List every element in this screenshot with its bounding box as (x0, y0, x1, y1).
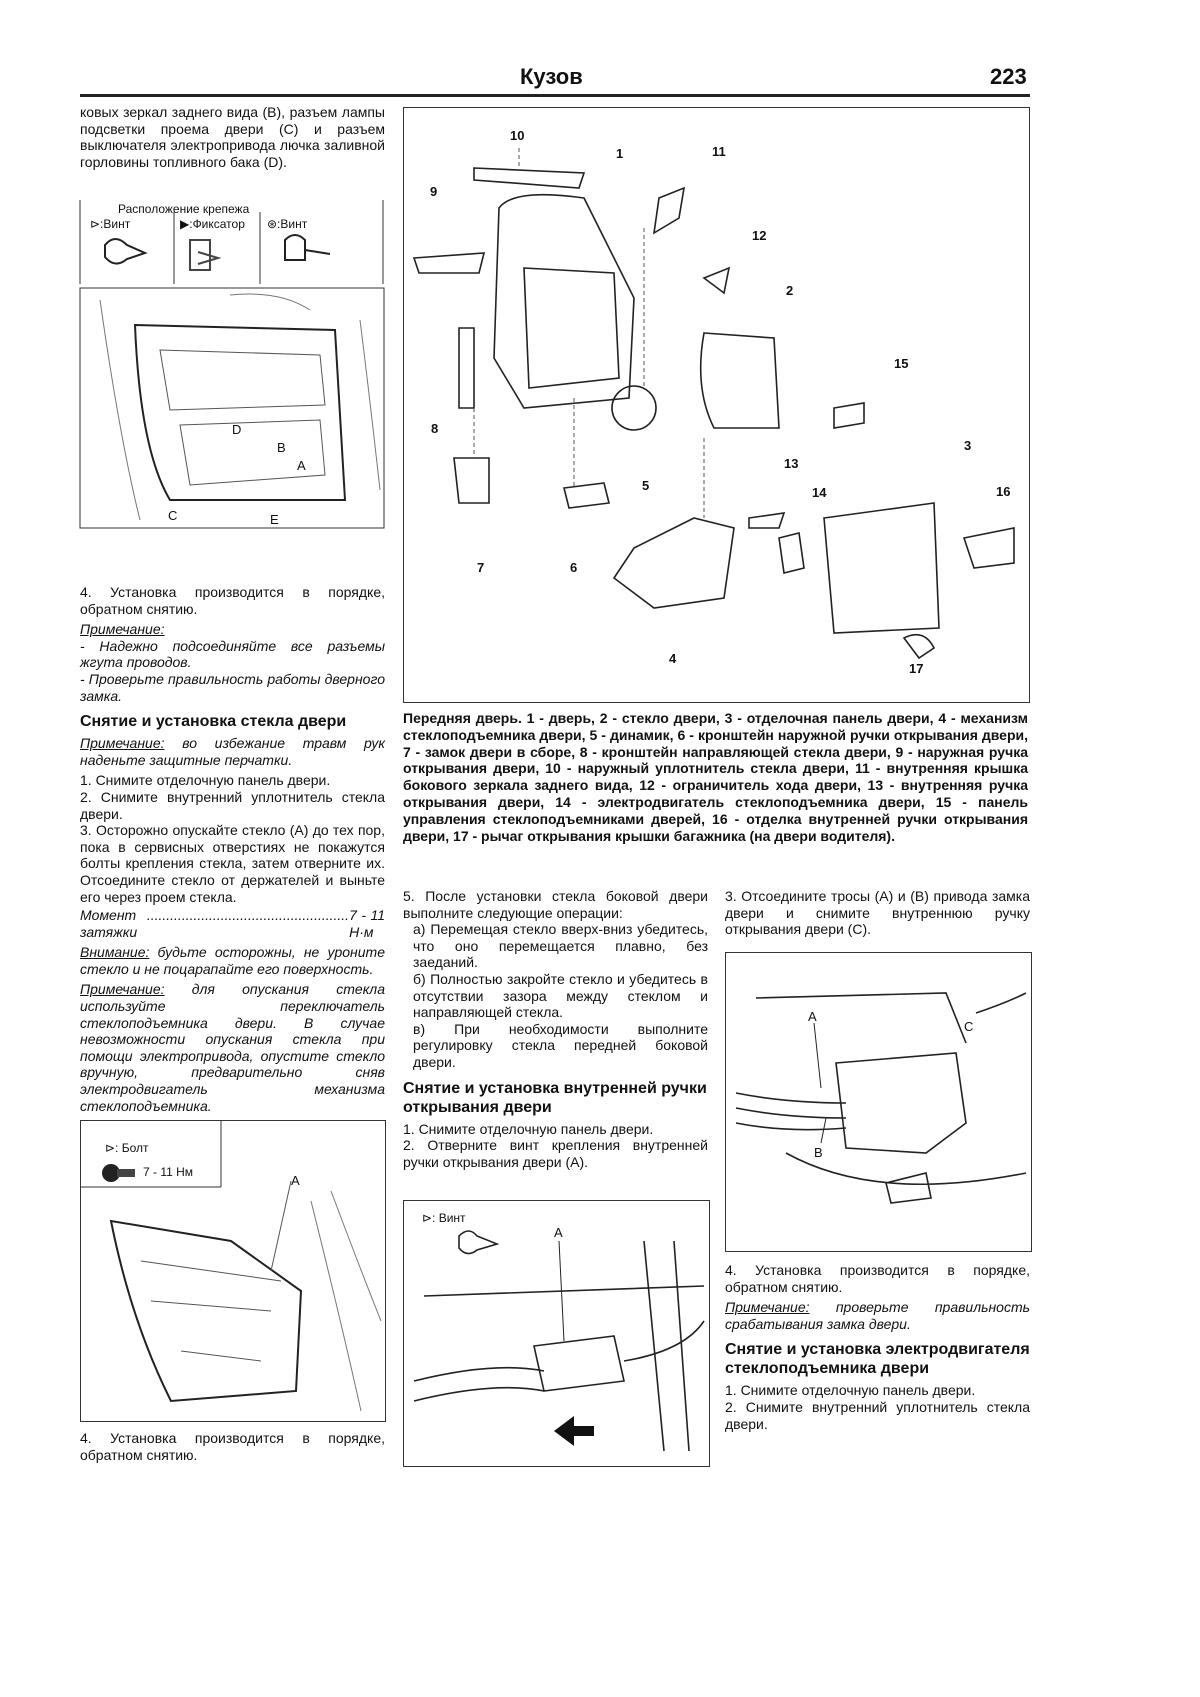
callout-1: 1 (616, 146, 624, 161)
section-heading-inner-handle: Снятие и установка внутренней ручки открывания двери (403, 1079, 707, 1116)
step-1: 1. Снимите отделочную панель двери. (725, 1382, 976, 1399)
callout-3: 3 (964, 438, 972, 453)
callout-5: 5 (642, 478, 650, 493)
step-2: 2. Снимите внутренний уплотнитель стекла двери. (725, 1398, 1030, 1432)
fastener-legend-title: Расположение крепежа (118, 202, 250, 216)
left-column-top (80, 104, 385, 174)
callout-9: 9 (430, 184, 438, 199)
cable-disconnect-figure (725, 952, 1032, 1252)
note-label: Примечание: (80, 621, 165, 638)
left-column-main: 4. Установка производится в порядке, обратном снятию. Примечание: - Надежно подсоединяйте все разъемы жгута проводов. - Проверьте правильность работы дверного замка. Снятие и установка стекла двери Примечание: во избежание травм рук наденьте защитные перчатки. 1. Снимите отделочную панель двери. 2. Снимите внутренний уплотнитель стекла двери. 3. Осторожно опускайте стекло (A) до тех пор, пока в сервисных отверстиях не покажутся болты крепления стекла, затем отверните их. Отсоедините стекло от держателей и выньте его через проем стекла. Момент затяжки .................................................... 7 - 11 Н·м Внимание: будьте осторожны, не уроните стекло и не поцарапайте его поверхность. Примечание: для опускания стекла используйте переключатель стеклоподъемника двери. В случае невозможности опускания стекла при помощи электропривода, опустите стекло вручную, предварительно сняв электродвигатель механизма стеклоподъемника. (80, 584, 385, 1114)
note3-label: Примечание: (80, 981, 165, 998)
callout-11: 11 (712, 144, 726, 159)
callout-10: 10 (510, 128, 525, 143)
note-text: проверьте правильность срабатывания замка двери. (725, 1299, 1030, 1332)
label-c: C (964, 1019, 974, 1034)
callout-4: 4 (669, 651, 677, 666)
warning-label: Внимание: (80, 944, 150, 961)
section-heading-glass: Снятие и установка стекла двери (80, 713, 347, 731)
legend-screw-2: ⊛:Винт (267, 217, 308, 231)
callout-6: 6 (570, 560, 578, 575)
legend-bolt: ⊳: Болт (105, 1141, 149, 1155)
door-panel-figure (80, 200, 384, 530)
section-heading-motor: Снятие и установка электродвигателя стеклоподъемника двери (725, 1341, 1030, 1378)
note2-text: во избежание травм рук наденьте защитные перчатки. (80, 735, 385, 768)
step-2: 2. Снимите внутренний уплотнитель стекла двери. (80, 788, 385, 822)
right-column-top (725, 888, 1030, 942)
exploded-view-drawing (404, 108, 1029, 702)
label-b: B (277, 440, 286, 455)
label-a: A (291, 1173, 300, 1188)
glass-removal-drawing (81, 1121, 385, 1421)
label-a: A (554, 1225, 563, 1240)
cable-disconnect-drawing (726, 953, 1031, 1251)
inner-handle-drawing (404, 1201, 709, 1466)
label-a: A (808, 1009, 817, 1024)
note-item-1: - Надежно подсоединяйте все разъемы жгута проводов. (80, 637, 385, 671)
step-1: 1. Снимите отделочную панель двери. (80, 772, 331, 789)
legend-screw: ⊳: Винт (422, 1211, 466, 1225)
callout-14: 14 (812, 485, 827, 500)
warning-text: будьте осторожны, не уроните стекло и не поцарапайте его поверхность. (80, 944, 385, 977)
intro-text: ковых зеркал заднего вида (B), разъем лампы подсветки проема двери (C) и разъем выключателя электропривода лючка заливной горловины топливного бака (D). (80, 104, 385, 170)
step-1: 1. Снимите отделочную панель двери. (403, 1120, 654, 1137)
inner-handle-figure (403, 1200, 710, 1467)
label-e: E (270, 512, 279, 527)
step-4b: 4. Установка производится в порядке, обратном снятию. (80, 1430, 385, 1463)
page-number: 223 (990, 64, 1027, 89)
front-door-exploded-figure (403, 107, 1030, 703)
step-4: 4. Установка производится в порядке, обратном снятию. (80, 584, 385, 617)
label-a: A (297, 458, 306, 473)
legend-screw: ⊳:Винт (90, 217, 131, 231)
note2-label: Примечание: (80, 735, 165, 752)
middle-column (403, 888, 708, 1170)
sub-b: б) Полностью закройте стекло и убедитесь в отсутствии зазора между стеклом и направляющей стекла. (413, 970, 708, 1021)
label-c: C (168, 508, 178, 523)
callout-8: 8 (431, 421, 439, 436)
step-4: 4. Установка производится в порядке, обратном снятию. (725, 1262, 1030, 1295)
legend-clip: ▶:Фиксатор (180, 217, 245, 231)
section-title: Кузов (520, 64, 583, 89)
header-rule (80, 94, 1030, 97)
label-b: B (814, 1145, 823, 1160)
figure-caption: Передняя дверь. 1 - дверь, 2 - стекло двери, 3 - отделочная панель двери, 4 - механизм стеклоподъемника двери, 5 - динамик, 6 - кронштейн наружной ручки открывания двери, 7 - замок двери в сборе, 8 - кронштейн направляющей стекла двери, 9 - наружная ручка открывания двери, 10 - наружный уплотнитель стекла двери, 11 - внутренняя крышка бокового зеркала заднего вида, 12 - ограничитель хода двери, 13 - внутренняя ручка открывания двери, 14 - электродвигатель стеклоподъемника двери, 15 - панель управления стеклоподъемниками дверей, 16 - отделка внутренней ручки открывания двери, 17 - рычаг открывания крышки багажника (на двери водителя). (403, 710, 1028, 844)
note-item-2: - Проверьте правильность работы дверного замка. (80, 670, 385, 704)
callout-7: 7 (477, 560, 485, 575)
callout-12: 12 (752, 228, 767, 243)
label-d: D (232, 422, 242, 437)
step-3: 3. Осторожно опускайте стекло (A) до тех пор, пока в сервисных отверстиях не покажутся болты крепления стекла, затем отверните их. Отсоедините стекло от держателей и выньте его через проем стекла. (80, 822, 385, 905)
step-5: 5. После установки стекла боковой двери выполните следующие операции: (403, 888, 708, 921)
callout-13: 13 (784, 456, 799, 471)
torque-label: Момент затяжки (80, 907, 138, 940)
note3-text: для опускания стекла используйте переключатель стеклоподъемника двери. В случае невозможности опускания стекла при помощи электропривода, опустите стекло вручную, предварительно сняв электродвигатель механизма стеклоподъемника. (80, 981, 385, 1114)
callout-16: 16 (996, 484, 1011, 499)
left-column-bottom (80, 1430, 385, 1467)
sub-c: в) При необходимости выполните регулировку стекла передней боковой двери. (413, 1020, 708, 1070)
callout-15: 15 (894, 356, 909, 371)
callout-2: 2 (786, 283, 794, 298)
callout-17: 17 (909, 661, 924, 676)
step-3: 3. Отсоедините тросы (A) и (B) привода замка двери и снимите внутреннюю ручку открывания двери (C). (725, 888, 1030, 938)
right-column-bottom (725, 1262, 1030, 1432)
step-2: 2. Отверните винт крепления внутренней ручки открывания двери (A). (403, 1137, 708, 1170)
glass-removal-figure (80, 1120, 386, 1422)
legend-torque: 7 - 11 Нм (143, 1165, 194, 1179)
sub-a: а) Перемещая стекло вверх-вниз убедитесь, что оно перемещается плавно, без заеданий. (413, 921, 708, 971)
torque-value: 7 - 11 Н·м (349, 907, 385, 940)
door-panel-drawing (80, 200, 384, 530)
note-label: Примечание: (725, 1299, 810, 1316)
